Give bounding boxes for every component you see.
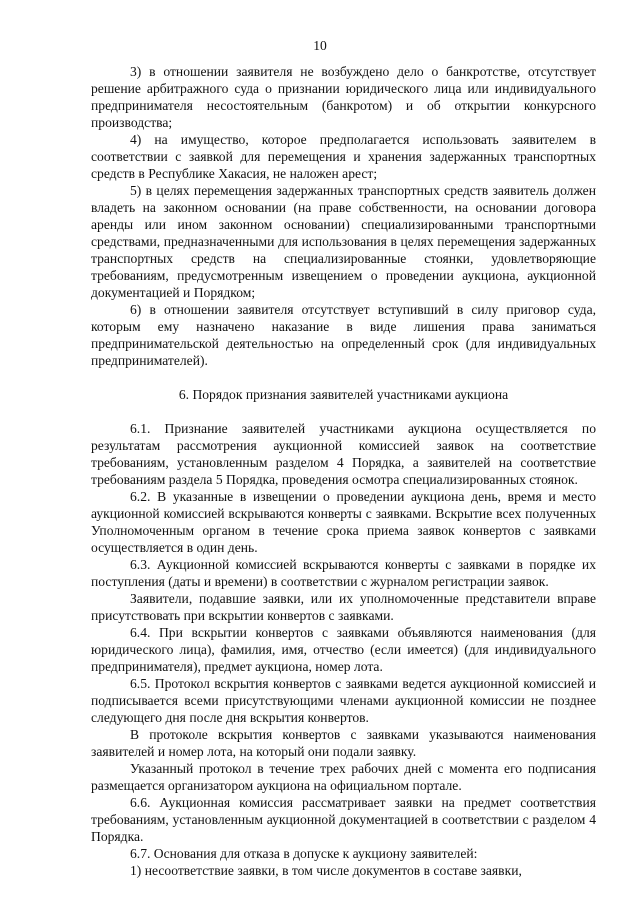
paragraph-6-6: 6.6. Аукционная комиссия рассматривает заявки на предмет соответствия требованиям, установленным аукционной документацией в соответствии с разделом 4 Порядка.	[91, 795, 596, 844]
section-heading: 6. Порядок признания заявителей участниками аукциона	[178, 387, 509, 402]
paragraph-6-4: 6.4. При вскрытии конвертов с заявками объявляются наименования (для юридического лица), фамилия, имя, отчество (если имеется) (для индивидуального предпринимателя), предмет аукциона, номер лота.	[91, 625, 596, 674]
paragraph-6-2: 6.2. В указанные в извещении о проведении аукциона день, время и место аукционной комиссией вскрываются конверты с заявками. Вскрытие всех полученных Уполномоченным органом в течение срока приема заявок конвертов с заявками осуществляется в один день.	[91, 489, 596, 555]
paragraph-protocol-publication: Указанный протокол в течение трех рабочих дней с момента его подписания размещается организатором аукциона на официальном портале.	[91, 761, 596, 793]
document-body	[91, 63, 596, 879]
paragraph-6-1: 6.1. Признание заявителей участниками аукциона осуществляется по результатам рассмотрения аукционной комиссией заявок на соответствие требованиям, установленным разделом 4 Порядка, а заявителей на соответствие требованиям раздела 5 Порядка, проведения осмотра специализированных стоянок.	[91, 421, 596, 487]
paragraph-applicants-presence: Заявители, подавшие заявки, или их уполномоченные представители вправе присутствовать при вскрытии конвертов с заявками.	[91, 591, 596, 623]
list-item-6: 6) в отношении заявителя отсутствует вступивший в силу приговор суда, которым ему назначено наказание в виде лишения права заниматься предпринимательской деятельностью на определенный срок (для индивидуальных предпринимателей).	[91, 302, 596, 368]
page-number: 10	[313, 38, 327, 53]
list-item-4: 4) на имущество, которое предполагается использовать заявителем в соответствии с заявкой для перемещения и хранения задержанных транспортных средств в Республике Хакасия, не наложен арест;	[91, 132, 596, 181]
paragraph-protocol-contents: В протоколе вскрытия конвертов с заявками указываются наименования заявителей и номер лота, на который они подали заявку.	[91, 727, 596, 759]
paragraph-refusal-ground-1: 1) несоответствие заявки, в том числе документов в составе заявки,	[130, 863, 522, 878]
list-item-3: 3) в отношении заявителя не возбуждено дело о банкротстве, отсутствует решение арбитражного суда о признании юридического лица или индивидуального предпринимателя несостоятельным (банкротом) и об открытии конкурсного производства;	[91, 64, 596, 130]
paragraph-6-5: 6.5. Протокол вскрытия конвертов с заявками ведется аукционной комиссией и подписывается всеми присутствующими членами аукционной комиссии не позднее следующего дня после дня вскрытия конвертов.	[91, 676, 596, 725]
paragraph-6-7: 6.7. Основания для отказа в допуске к аукциону заявителей:	[130, 846, 478, 861]
paragraph-6-3: 6.3. Аукционной комиссией вскрываются конверты с заявками в порядке их поступления (даты и времени) в соответствии с журналом регистрации заявок.	[91, 557, 596, 589]
list-item-5: 5) в целях перемещения задержанных транспортных средств заявитель должен владеть на законном основании (на праве собственности, на основании договора аренды или ином законном основании) специализированными транспортными средствами, предназначенными для использования в целях перемещения задержанных транспортных средств на специализированные стоянки, удовлетворяющие требованиям, предусмотренным извещением о проведении аукциона, аукционной документацией и Порядком;	[91, 183, 596, 300]
